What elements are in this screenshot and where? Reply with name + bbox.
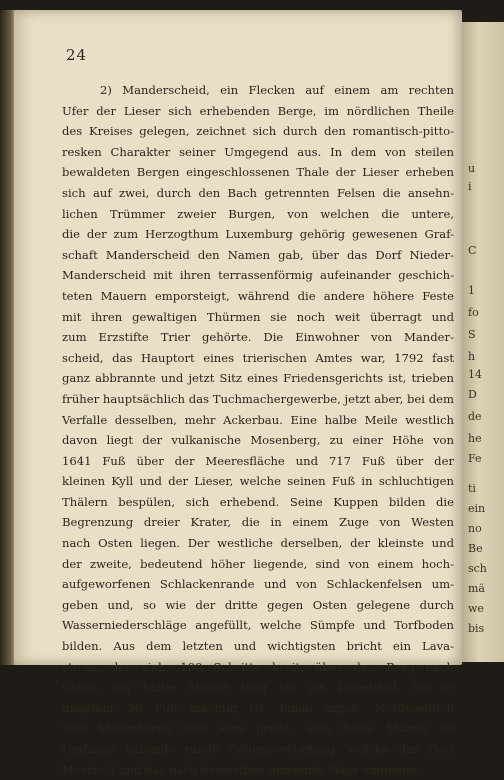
edge-fragment: we — [468, 602, 484, 615]
edge-fragment: no — [468, 522, 482, 535]
edge-fragment: S — [468, 328, 476, 341]
text-line: strom, der sich, 100 Schritte breit, über den Berg nach — [62, 659, 454, 674]
edge-fragment: i — [468, 180, 472, 193]
text-line: sich auf zwei, durch den Bach getrennten Felsen die ansehn- — [62, 185, 454, 200]
text-line: zum Erzstifte Trier gehörte. Die Einwohner von Mander- — [62, 330, 454, 345]
text-line: der zweite, bedeutend höher liegende, sind von einem hoch- — [62, 556, 454, 571]
text-line: davon liegt der vulkanische Mosenberg, zu einer Höhe von — [62, 433, 454, 448]
text-line: mit ihren gewaltigen Thürmen sie noch weit überragt und — [62, 309, 454, 324]
edge-fragment: 14 — [468, 368, 482, 381]
text-line: Ufer der Lieser sich erhebenden Berge, im nördlichen Theile — [62, 103, 454, 118]
edge-fragment: bis — [468, 622, 485, 635]
text-line: ganz abbrannte und jetzt Sitz eines Friedensgerichts ist, trieben — [62, 371, 454, 386]
text-line: nach Osten liegen. Der westliche derselben, der kleinste und — [62, 536, 454, 551]
text-line: aufgeworfenen Schlackenrande und von Schlackenfelsen um- — [62, 577, 454, 592]
text-line: 1641 Fuß über der Meeresfläche und 717 Fuß über der — [62, 453, 454, 468]
text-line: Meerfeld und das nach demselben genannte Maar einnimmt. — [62, 762, 422, 777]
text-line: Umfange habende runde Gebirgsvertiefung, welche das Dorf — [62, 742, 454, 756]
book-page — [14, 10, 462, 777]
edge-fragment: ti — [468, 482, 476, 495]
text-line: die der zum Herzogthum Luxemburg gehörig gewesenen Graf- — [62, 227, 454, 242]
text-line: teten Mauern emporsteigt, während die andere höhere Feste — [62, 288, 454, 303]
text-line: Thälern bespülen, sich erhebend. Seine Kuppen bilden die — [62, 494, 454, 509]
text-line: 2) Manderscheid, ein Flecken auf einem am rechten — [100, 83, 454, 97]
text-line: Manderscheid mit ihren terrassenförmig aufeinander geschich- — [62, 268, 454, 283]
text-line: früher hauptsächlich das Tuchmachergewerbe, jetzt aber, bei dem — [62, 391, 454, 406]
text-line: Osten, ein halbe Stunde lang bis ins Lieserthal, wo er — [62, 680, 454, 695]
text-line: resken Charakter seiner Umgegend aus. In dem von steilen — [62, 144, 454, 159]
edge-fragment: D — [468, 388, 477, 401]
edge-fragment: de — [468, 410, 482, 423]
edge-fragment: fo — [468, 306, 479, 319]
edge-fragment: ein — [468, 502, 486, 515]
text-line: des Kreises gelegen, zeichnet sich durch den romantisch-pitto- — [62, 124, 454, 139]
edge-fragment: C — [468, 244, 477, 257]
edge-fragment: Be — [468, 542, 483, 555]
page-number: 24 — [66, 46, 88, 64]
edge-fragment: sch — [468, 562, 487, 575]
text-line: Verfalle desselben, mehr Ackerbau. Eine halbe Meile westlich — [62, 412, 454, 427]
edge-fragment: mä — [468, 582, 485, 595]
text-line: schaft Manderscheid den Namen gab, über das Dorf Nieder- — [62, 247, 454, 262]
text-line: Wasserniederschläge angefüllt, welche Sümpfe und Torfboden — [62, 618, 454, 633]
text-line: bilden. Aus dem letzten und wichtigsten bricht ein Lava- — [62, 639, 454, 654]
text-line: kleinen Kyll und der Lieser, welche seinen Fuß in schluchtigen — [62, 474, 454, 489]
text-line: vom Mosenberge liegt eine große, eine halbe Stunde im — [62, 721, 454, 736]
page-text — [62, 80, 454, 780]
edge-fragment: he — [468, 432, 482, 445]
text-line: bewaldeten Bergen eingeschlossenen Thale der Lieser erheben — [62, 165, 454, 180]
text-line: Begrenzung dreier Krater, die in einem Zuge von Westen — [62, 515, 454, 530]
text-line: geben und, so wie der dritte gegen Osten gelegene durch — [62, 597, 454, 612]
edge-fragment: 1 — [468, 284, 475, 297]
edge-fragment: Fe — [468, 452, 482, 465]
text-line: scheid, das Hauptort eines trierischen Amtes war, 1792 fast — [62, 350, 454, 365]
text-line: ungefähr 30 Fuß mächtig ist, hinab ergoß. Nordwestlich — [62, 700, 454, 715]
edge-fragment: u — [468, 162, 476, 175]
text-line: lichen Trümmer zweier Burgen, von welchen die untere, — [62, 206, 454, 221]
edge-fragment: h — [468, 350, 476, 363]
facing-page-edge — [462, 22, 504, 662]
